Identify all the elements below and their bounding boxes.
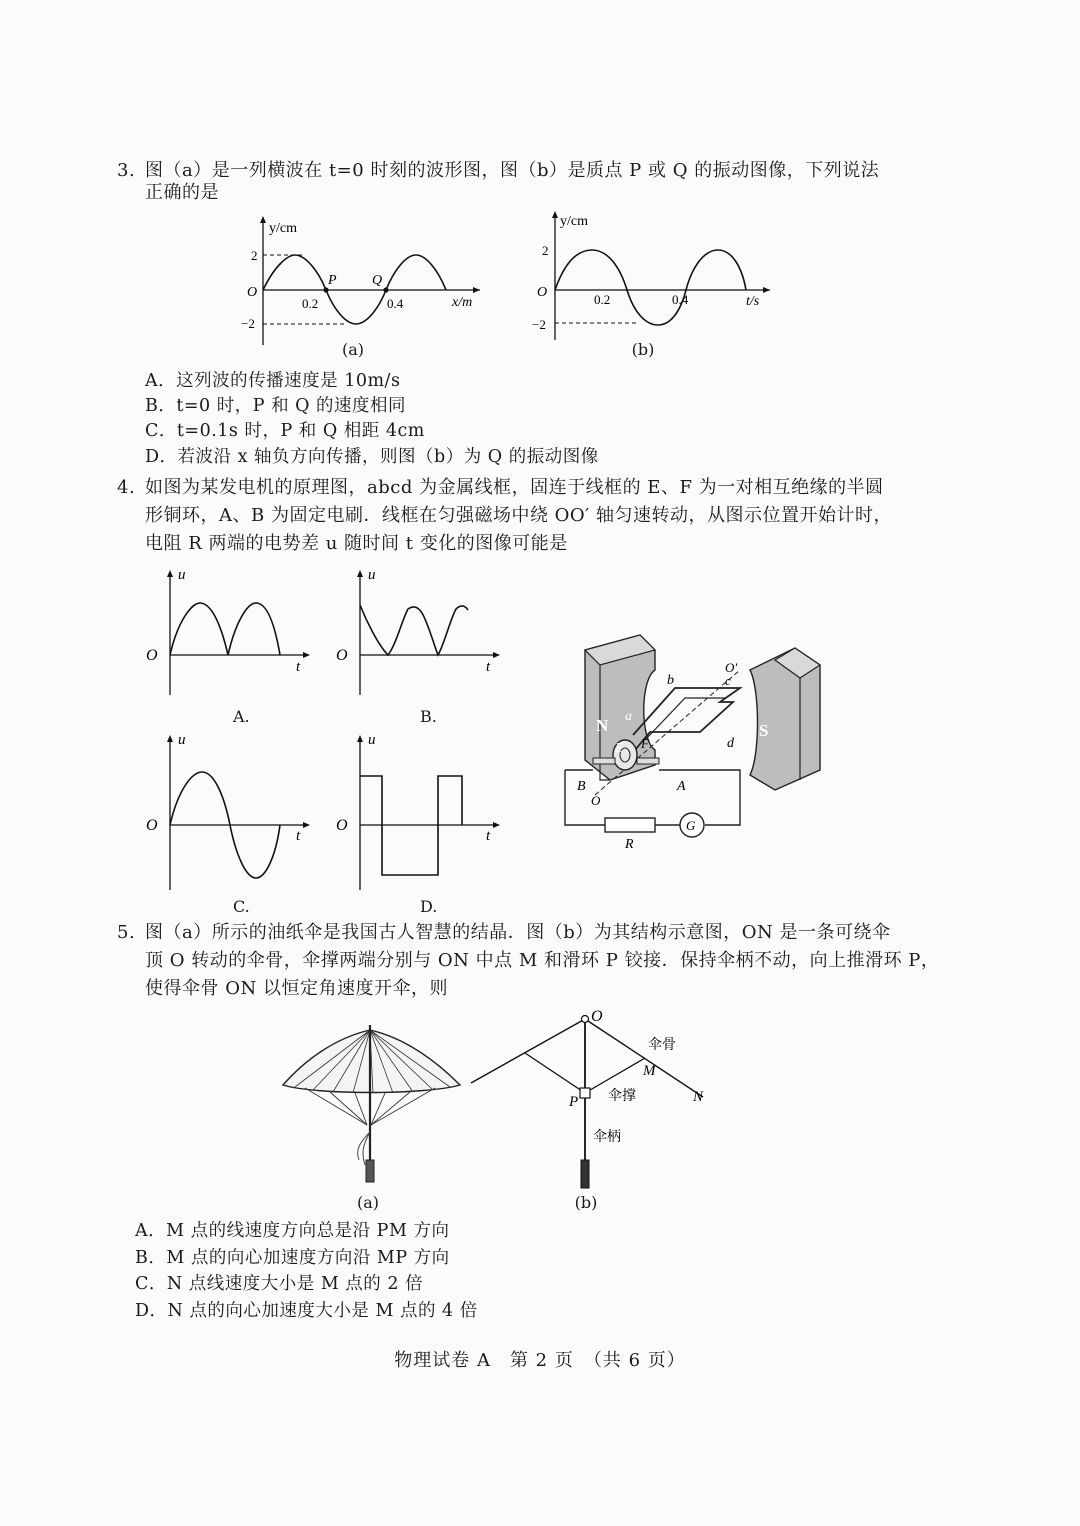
q5-number: 5. — [117, 922, 136, 943]
q5-stem-line3: 使得伞骨 ON 以恒定角速度开伞，则 — [145, 978, 448, 999]
q4-graph-c — [140, 730, 320, 895]
q3a-tick-x2: 0.4 — [387, 296, 404, 311]
q4d-o-label: O — [336, 817, 348, 834]
brush-b-label: B — [577, 779, 586, 794]
q3b-tick-y-neg: −2 — [532, 317, 546, 332]
q4c-t-label: t — [296, 828, 301, 844]
rib-label: 伞骨 — [648, 1038, 676, 1053]
q3-option-b: B．t=0 时，P 和 Q 的速度相同 — [145, 396, 407, 416]
q3b-xlabel: t/s — [746, 294, 760, 309]
q4b-t-label: t — [486, 659, 491, 675]
point-m-label: M — [643, 1063, 656, 1079]
q3-stem-line1: 图（a）是一列横波在 t=0 时刻的波形图，图（b）是质点 P 或 Q 的振动图像，下列说法 — [145, 160, 880, 181]
q4b-o-label: O — [336, 647, 348, 664]
umbrella-figure-a — [275, 1020, 465, 1185]
q3b-tick-y-pos: 2 — [542, 243, 549, 258]
q3b-origin: O — [537, 285, 548, 300]
q3b-caption: (b) — [631, 340, 655, 359]
q3b-ylabel: y/cm — [560, 214, 588, 229]
q4-graph-d-label: D. — [420, 897, 438, 916]
q4-stem-line1: 如图为某发电机的原理图，abcd 为金属线框，固连于线框的 E、F 为一对相互绝缘的半圆 — [145, 477, 884, 498]
coil-b-label: b — [667, 673, 674, 688]
q3-option-c: C．t=0.1s 时，P 和 Q 相距 4cm — [145, 421, 425, 441]
resistor-symbol — [605, 818, 655, 832]
q3a-label-q: Q — [372, 273, 383, 288]
q4b-u-label: u — [368, 567, 376, 583]
q3-figure-a — [230, 210, 490, 360]
umbrella-caption-b: (b) — [574, 1193, 598, 1212]
q3b-tick-x1: 0.2 — [594, 292, 611, 307]
umbrella-figure-b — [465, 1005, 725, 1195]
q4-graph-b-label: B. — [420, 707, 437, 726]
q4-graph-b — [330, 565, 510, 705]
axis-o-prime-label: O′ — [725, 660, 738, 675]
ring-e-label: E — [615, 741, 624, 756]
q4c-u-label: u — [178, 732, 186, 748]
q3a-ylabel: y/cm — [269, 221, 297, 236]
ring-f-label: F — [641, 736, 649, 751]
point-o-label: O — [591, 1008, 603, 1025]
q4a-u-label: u — [178, 567, 186, 583]
q5-option-c: C．N 点线速度大小是 M 点的 2 倍 — [135, 1274, 424, 1294]
q3a-tick-y-pos: 2 — [251, 248, 258, 263]
q3a-caption: (a) — [341, 340, 365, 359]
q4-graph-a — [140, 565, 320, 705]
axis-o-label: O — [591, 793, 601, 808]
coil-d-label: d — [727, 736, 734, 751]
generator-diagram — [555, 630, 835, 855]
handle-label: 伞柄 — [593, 1130, 621, 1145]
q5-option-a: A．M 点的线速度方向总是沿 PM 方向 — [135, 1221, 450, 1241]
q4-stem-line2: 形铜环，A、B 为固定电刷．线框在匀强磁场中绕 OO′ 轴匀速转动，从图示位置开始计时， — [145, 505, 892, 526]
q4a-o-label: O — [146, 647, 158, 664]
q3-figure-b — [520, 205, 780, 355]
coil-c-label: c — [725, 673, 731, 688]
q4c-o-label: O — [146, 817, 158, 834]
q4-graph-a-label: A. — [233, 707, 250, 726]
point-q-marker — [383, 287, 388, 292]
q3-option-a: A．这列波的传播速度是 10m/s — [145, 371, 401, 391]
q3b-tick-x2: 0.4 — [672, 292, 689, 307]
magnet-north-label: N — [596, 716, 609, 735]
q3a-label-p: P — [328, 273, 337, 288]
q5-option-d: D．N 点的向心加速度大小是 M 点的 4 倍 — [135, 1301, 478, 1321]
q3a-tick-y-neg: −2 — [241, 316, 255, 331]
q5-stem-line2: 顶 O 转动的伞骨，伞撑两端分别与 ON 中点 M 和滑环 P 铰接．保持伞柄不动，向上推滑环 P， — [145, 950, 940, 971]
point-p-marker — [323, 287, 328, 292]
brush-a-label: A — [677, 779, 686, 794]
q3-stem-line2: 正确的是 — [145, 182, 219, 203]
q4a-t-label: t — [296, 659, 301, 675]
magnet-south-label: S — [759, 721, 769, 740]
strut-label: 伞撑 — [608, 1089, 636, 1104]
q4d-u-label: u — [368, 732, 376, 748]
strut-pm-line — [585, 1058, 645, 1093]
resistor-label: R — [625, 837, 634, 852]
page-footer: 物理试卷 A 第 2 页 （共 6 页） — [394, 1350, 686, 1371]
q3a-tick-x1: 0.2 — [302, 296, 319, 311]
umbrella-caption-a: (a) — [356, 1193, 380, 1212]
q3-number: 3. — [117, 160, 136, 181]
q3-option-d: D．若波沿 x 轴负方向传播，则图（b）为 Q 的振动图像 — [145, 447, 599, 467]
q4-graph-c-label: C. — [233, 897, 250, 916]
coil-a-label: a — [625, 709, 632, 724]
q5-option-b: B．M 点的向心加速度方向沿 MP 方向 — [135, 1248, 450, 1268]
q4-number: 4. — [117, 477, 136, 498]
q4-stem-line3: 电阻 R 两端的电势差 u 随时间 t 变化的图像可能是 — [145, 533, 568, 554]
point-p-label: P — [569, 1094, 579, 1110]
q5-stem-line1: 图（a）所示的油纸伞是我国古人智慧的结晶．图（b）为其结构示意图，ON 是一条可绕伞 — [145, 922, 891, 943]
q3a-origin: O — [247, 285, 258, 300]
q4d-t-label: t — [486, 828, 491, 844]
q3a-xlabel: x/m — [452, 295, 473, 310]
point-n-label: N — [693, 1089, 704, 1105]
galvanometer-label: G — [686, 818, 696, 833]
q4-graph-d — [330, 730, 510, 895]
